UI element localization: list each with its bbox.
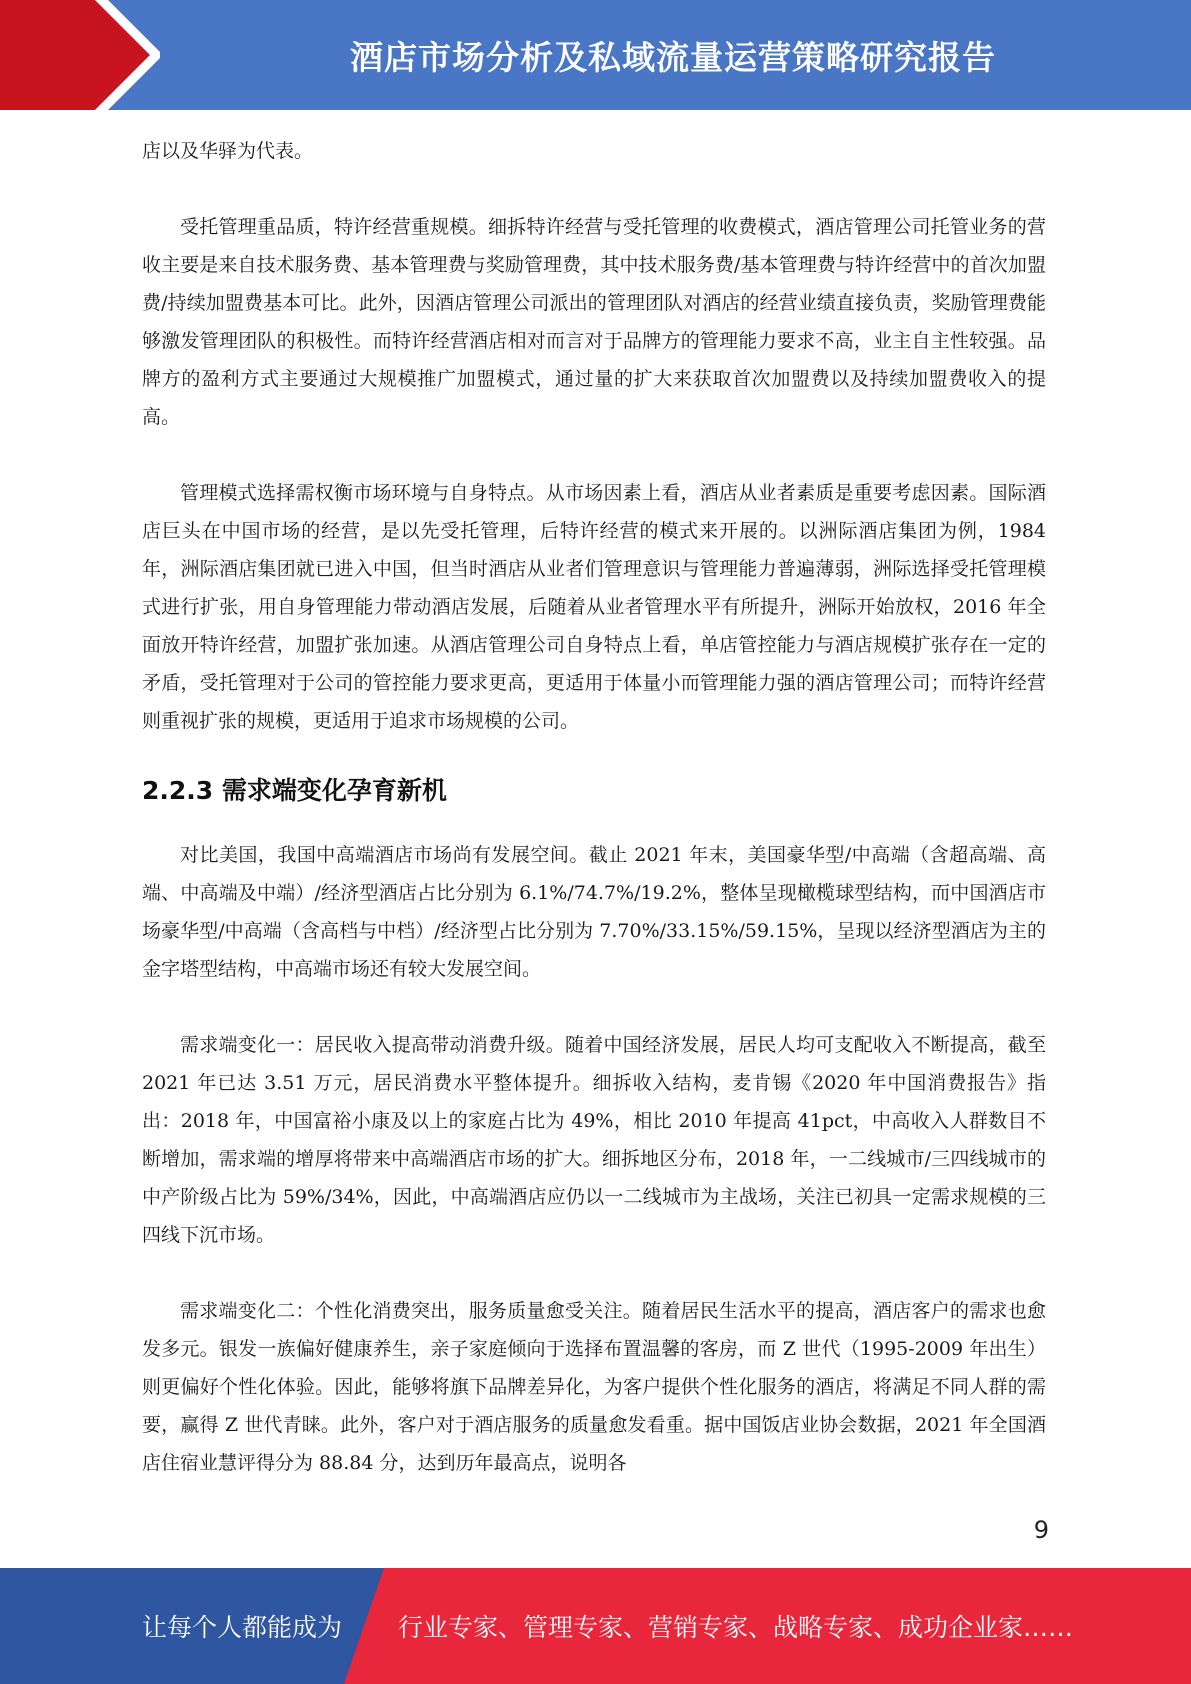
section-heading: 2.2.3 需求端变化孕育新机: [142, 776, 447, 805]
page-number: 9: [1033, 1516, 1049, 1544]
paragraph-continued: 店以及华驿为代表。: [142, 140, 314, 162]
page-footer: [0, 1568, 1191, 1684]
paragraph-us-comparison: 对比美国，我国中高端酒店市场尚有发展空间。截止 2021 年末，美国豪华型/中高端（含超高端、高端、中高端及中端）/经济型酒店占比分别为 6.1%/74.7%/19.2%，整体呈现橄榄球型结构，而中国酒店市场豪华型/中高端（含高档与中档）/经济型占比分别为 7.70%/33.15%/59.15%，呈现以经济型酒店为主的金字塔型结构，中高端市场还有较大发展空间。: [142, 844, 1046, 980]
paragraph-management-mode: 管理模式选择需权衡市场环境与自身特点。从市场因素上看，酒店从业者素质是重要考虑因素。国际酒店巨头在中国市场的经营，是以先受托管理，后特许经营的模式来开展的。以洲际酒店集团为例，1984 年，洲际酒店集团就已进入中国，但当时酒店从业者们管理意识与管理能力普遍薄弱，洲际选择受托管理模式进行扩张，用自身管理能力带动酒店发展，后随着从业者管理水平有所提升，洲际开始放权，2016 年全面放开特许经营，加盟扩张加速。从酒店管理公司自身特点上看，单店管控能力与酒店规模扩张存在一定的矛盾，受托管理对于公司的管控能力要求更高，更适用于体量小而管理能力强的酒店管理公司；而特许经营则重视扩张的规模，更适用于追求市场规模的公司。: [142, 482, 1046, 732]
paragraph-management-fees: 受托管理重品质，特许经营重规模。细拆特许经营与受托管理的收费模式，酒店管理公司托管业务的营收主要是来自技术服务费、基本管理费与奖励管理费，其中技术服务费/基本管理费与特许经营中的首次加盟费/持续加盟费基本可比。此外，因酒店管理公司派出的管理团队对酒店的经营业绩直接负责，奖励管理费能够激发管理团队的积极性。而特许经营酒店相对而言对于品牌方的管理能力要求不高，业主自主性较强。品牌方的盈利方式主要通过大规模推广加盟模式，通过量的扩大来获取首次加盟费以及持续加盟费收入的提高。: [142, 216, 1046, 428]
paragraph-demand-change-one: 需求端变化一：居民收入提高带动消费升级。随着中国经济发展，居民人均可支配收入不断提高，截至 2021 年已达 3.51 万元，居民消费水平整体提升。细拆收入结构，麦肯锡《2020 年中国消费报告》指出：2018 年，中国富裕小康及以上的家庭占比为 49%，相比 2010 年提高 41pct，中高收入人群数目不断增加，需求端的增厚将带来中高端酒店市场的扩大。细拆地区分布，2018 年，一二线城市/三四线城市的中产阶级占比为 59%/34%，因此，中高端酒店应仍以一二线城市为主战场，关注已初具一定需求规模的三四线下沉市场。: [142, 1034, 1046, 1246]
page-header: [0, 0, 1191, 110]
report-title: 酒店市场分析及私域流量运营策略研究报告: [350, 37, 996, 77]
paragraph-demand-change-two: 需求端变化二：个性化消费突出，服务质量愈受关注。随着居民生活水平的提高，酒店客户的需求也愈发多元。银发一族偏好健康养生，亲子家庭倾向于选择布置温馨的客房，而 Z 世代（1995-2009 年出生）则更偏好个性化体验。因此，能够将旗下品牌差异化，为客户提供个性化服务的酒店，将满足不同人群的需要，赢得 Z 世代青睐。此外，客户对于酒店服务的质量愈发看重。据中国饭店业协会数据，2021 年全国酒店住宿业慧评得分为 88.84 分，达到历年最高点，说明各: [142, 1300, 1046, 1474]
footer-slogan-left: 让每个人都能成为: [142, 1613, 343, 1642]
footer-slogan-right: 行业专家、管理专家、营销专家、战略专家、成功企业家……: [398, 1613, 1074, 1642]
document-body: [142, 132, 1046, 1482]
header-chevron-icon: [0, 0, 160, 110]
